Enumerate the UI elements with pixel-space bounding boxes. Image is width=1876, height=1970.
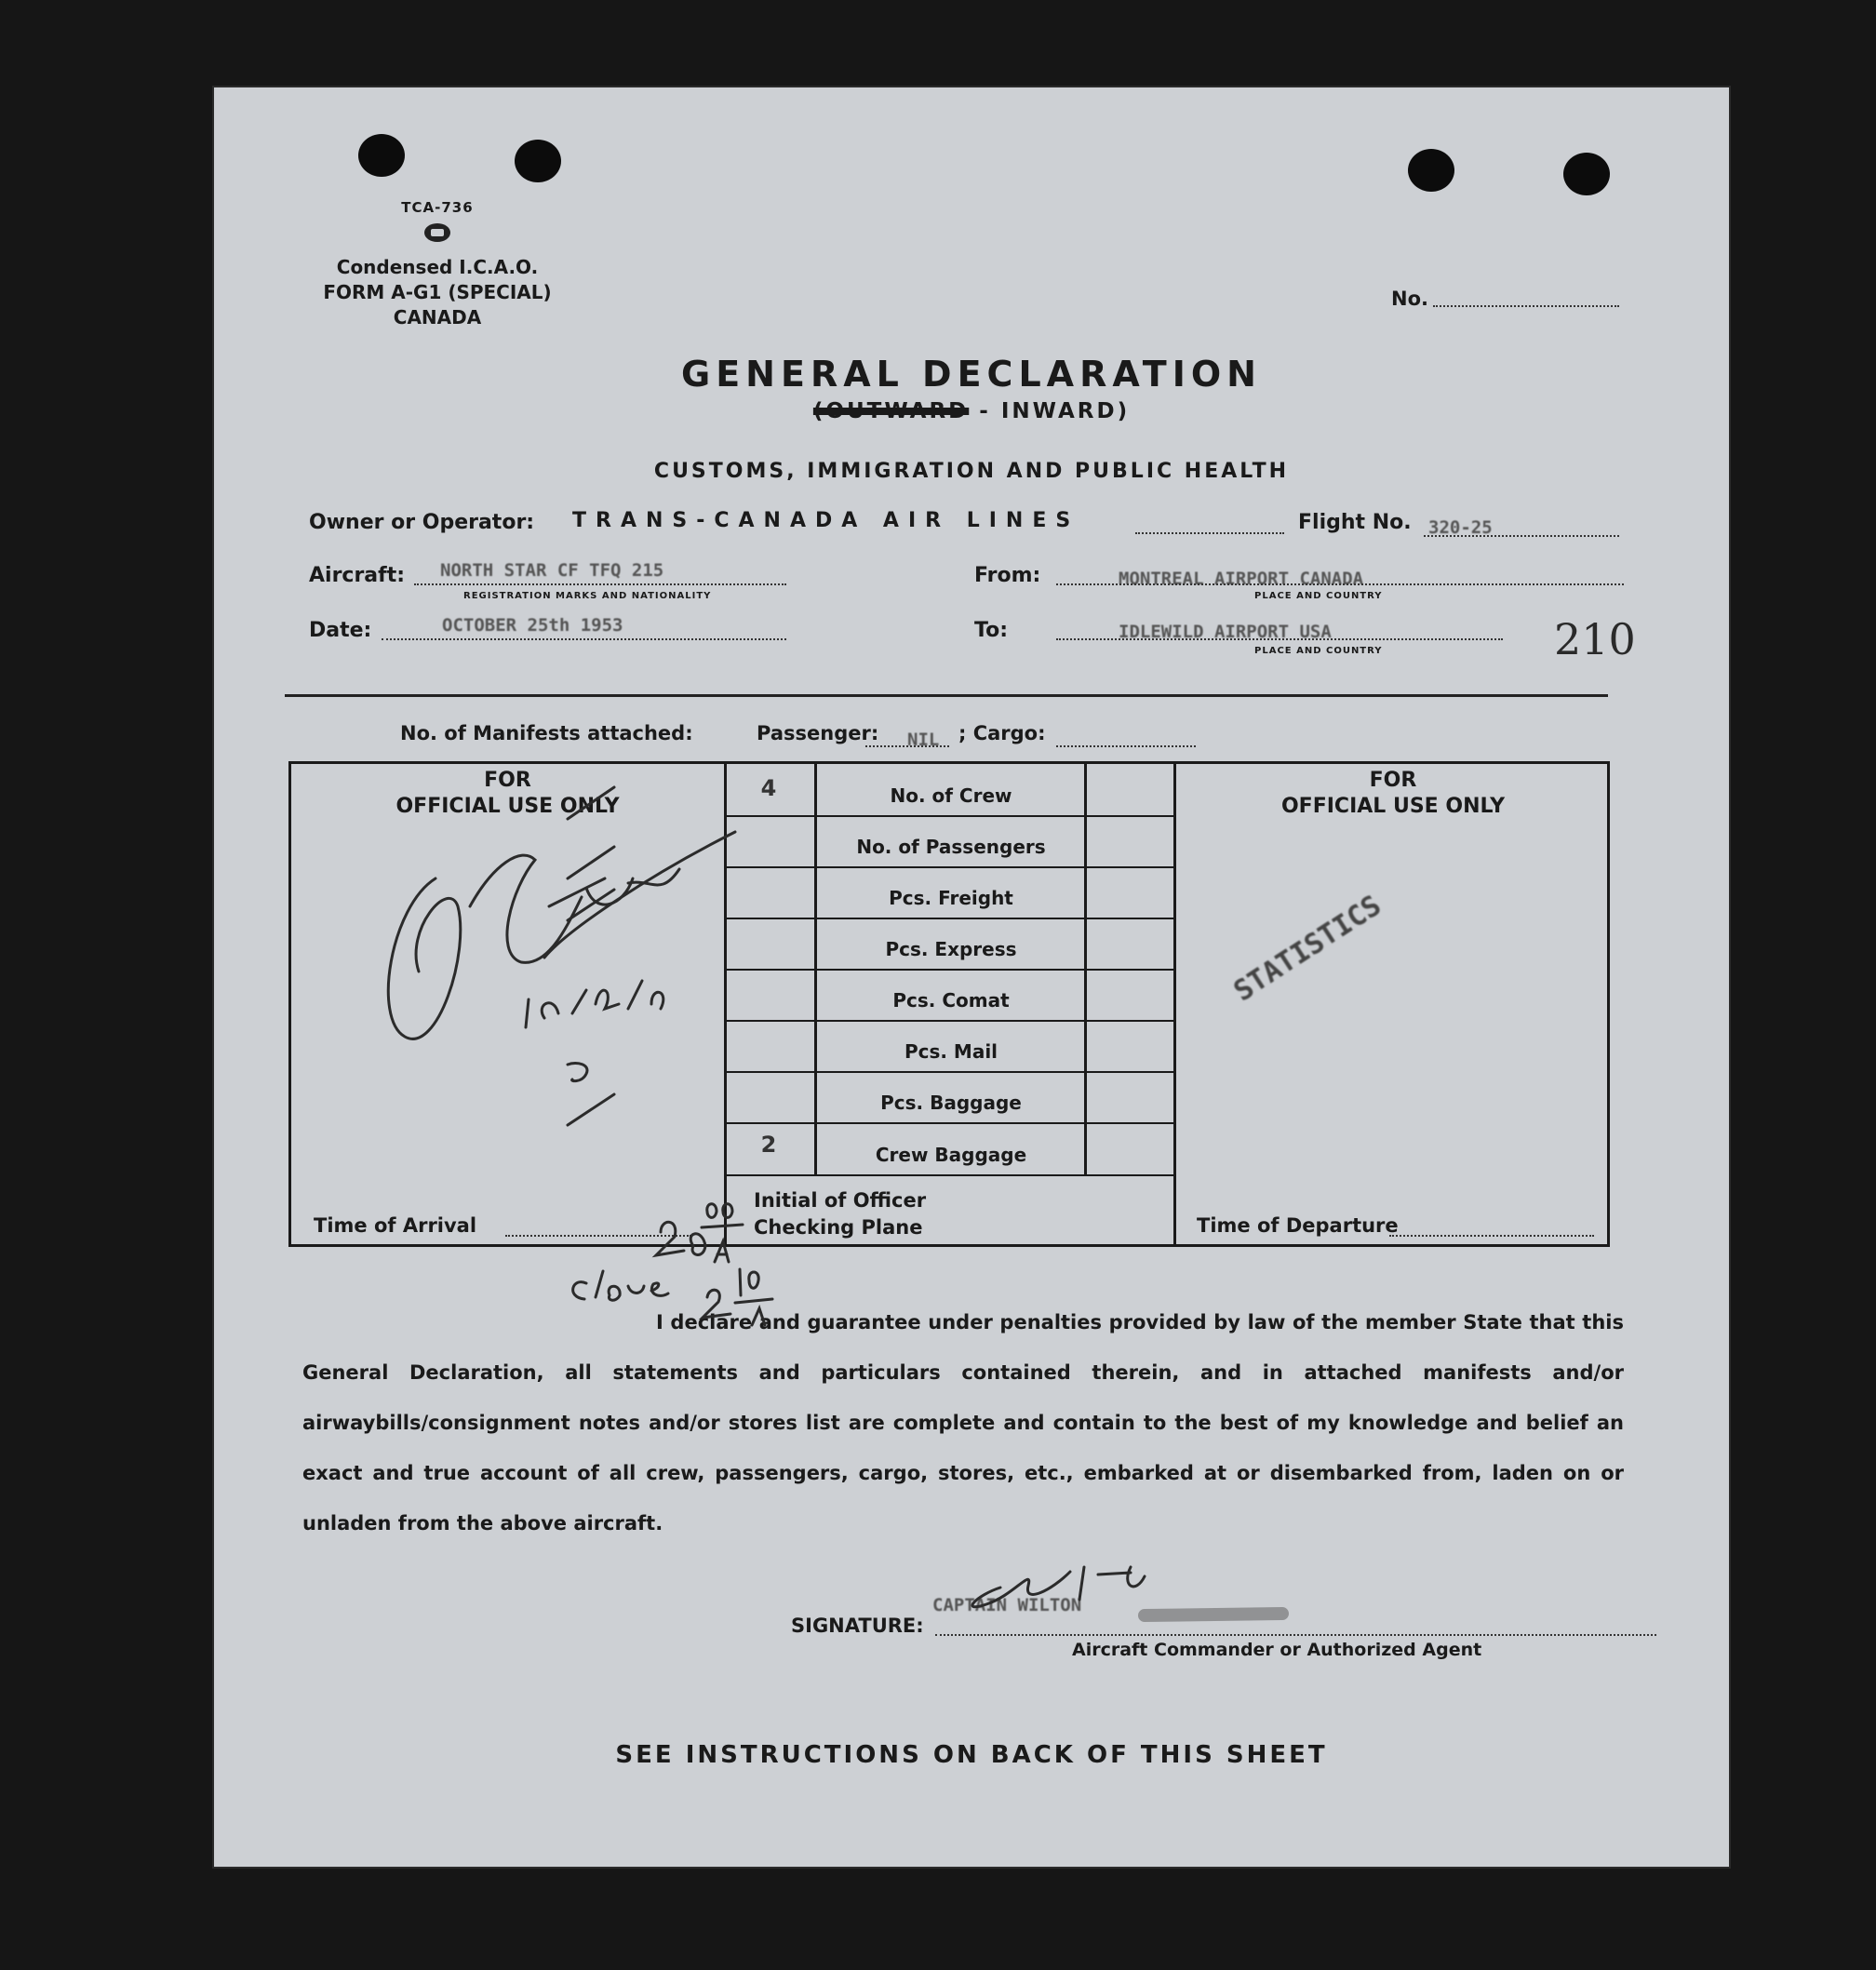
crew-signature xyxy=(972,1567,1145,1607)
signatory-name: CAPTAIN WILTON xyxy=(932,1595,1082,1615)
form-line-2: FORM A-G1 (SPECIAL) xyxy=(323,281,552,303)
from-sublabel: PLACE AND COUNTRY xyxy=(1254,591,1383,601)
flight-label: Flight No. xyxy=(1298,511,1412,534)
express-label: Pcs. Express xyxy=(885,938,1017,960)
from-label: From: xyxy=(974,564,1041,587)
close-note xyxy=(573,1271,668,1300)
passengers-label: No. of Passengers xyxy=(856,836,1046,858)
crew-baggage-label: Crew Baggage xyxy=(875,1144,1027,1166)
comat-label: Pcs. Comat xyxy=(892,989,1010,1012)
date-label: Date: xyxy=(309,619,372,642)
aircraft-value: NORTH STAR CF TFQ 215 xyxy=(440,560,664,581)
page-title: GENERAL DECLARATION xyxy=(681,354,1262,395)
passenger-value: NIL xyxy=(907,730,940,750)
officer-initial-line1: Initial of Officer xyxy=(754,1189,927,1212)
manifests-label: No. of Manifests attached: xyxy=(400,722,693,744)
footer-instructions: SEE INSTRUCTIONS ON BACK OF THIS SHEET xyxy=(615,1741,1328,1769)
aircraft-sublabel: REGISTRATION MARKS AND NATIONALITY xyxy=(463,591,712,601)
crew-baggage-count: 2 xyxy=(760,1132,777,1158)
crew-count: 4 xyxy=(760,775,777,801)
signature-label: SIGNATURE: xyxy=(791,1615,924,1637)
to-label: To: xyxy=(974,619,1008,642)
to-sublabel: PLACE AND COUNTRY xyxy=(1254,646,1383,656)
outward-struck: (OUTWARD xyxy=(812,399,970,423)
right-official-use: OFFICIAL USE ONLY xyxy=(1280,795,1505,818)
left-official-for: FOR xyxy=(484,769,531,792)
scribble-mark xyxy=(1145,1614,1282,1615)
declaration-paragraph: I declare and guarantee under penalties provided by law of the member State that this General Declaration, all statements and particulars contained therein, and in attached manifests and/or airwaybills/consignment notes and/or stores list are complete and contain to the best of my knowledge and belief an exact and true account of all crew, passengers, cargo, stores, etc., embarked at or disembarked from, laden on or unladen from the above aircraft. xyxy=(302,1311,1624,1534)
inward-label: - INWARD) xyxy=(969,399,1131,423)
officer-initial-line2: Checking Plane xyxy=(754,1216,923,1239)
form-line-1: Condensed I.C.A.O. xyxy=(336,256,539,278)
time-departure-label: Time of Departure xyxy=(1197,1214,1399,1237)
passenger-label: Passenger: xyxy=(757,722,879,744)
left-official-use: OFFICIAL USE ONLY xyxy=(395,795,620,818)
customs-subtitle: CUSTOMS, IMMIGRATION AND PUBLIC HEALTH xyxy=(653,460,1290,483)
freight-label: Pcs. Freight xyxy=(889,887,1013,909)
crew-slashes xyxy=(568,787,614,1125)
aircraft-label: Aircraft: xyxy=(309,564,406,587)
handwritten-number: 210 xyxy=(1554,614,1636,664)
owner-label: Owner or Operator: xyxy=(309,511,535,534)
handwriting-layer xyxy=(214,87,1729,1867)
to-value: IDLEWILD AIRPORT USA xyxy=(1119,622,1332,642)
mail-label: Pcs. Mail xyxy=(904,1040,998,1063)
flight-value: 320-25 xyxy=(1428,517,1493,538)
date-value: OCTOBER 25th 1953 xyxy=(442,615,623,636)
signature-sublabel: Aircraft Commander or Authorized Agent xyxy=(1072,1640,1482,1660)
crew-label: No. of Crew xyxy=(890,784,1012,807)
official-date xyxy=(526,981,663,1027)
form-code: TCA-736 xyxy=(401,199,474,216)
statistics-stamp: STATISTICS xyxy=(1228,889,1387,1009)
form-line-3: CANADA xyxy=(393,306,482,328)
number-label: No. xyxy=(1391,288,1428,310)
owner-value: TRANS-CANADA AIR LINES xyxy=(572,509,1080,532)
declaration-sheet xyxy=(214,87,1729,1867)
time-arrival-label: Time of Arrival xyxy=(314,1214,477,1237)
cargo-label: ; Cargo: xyxy=(958,722,1046,744)
right-official-for: FOR xyxy=(1369,769,1417,792)
arrival-time xyxy=(656,1204,743,1262)
baggage-label: Pcs. Baggage xyxy=(880,1092,1022,1114)
from-value: MONTREAL AIRPORT CANADA xyxy=(1119,569,1364,589)
official-signature xyxy=(388,855,679,1039)
close-time xyxy=(703,1269,772,1325)
